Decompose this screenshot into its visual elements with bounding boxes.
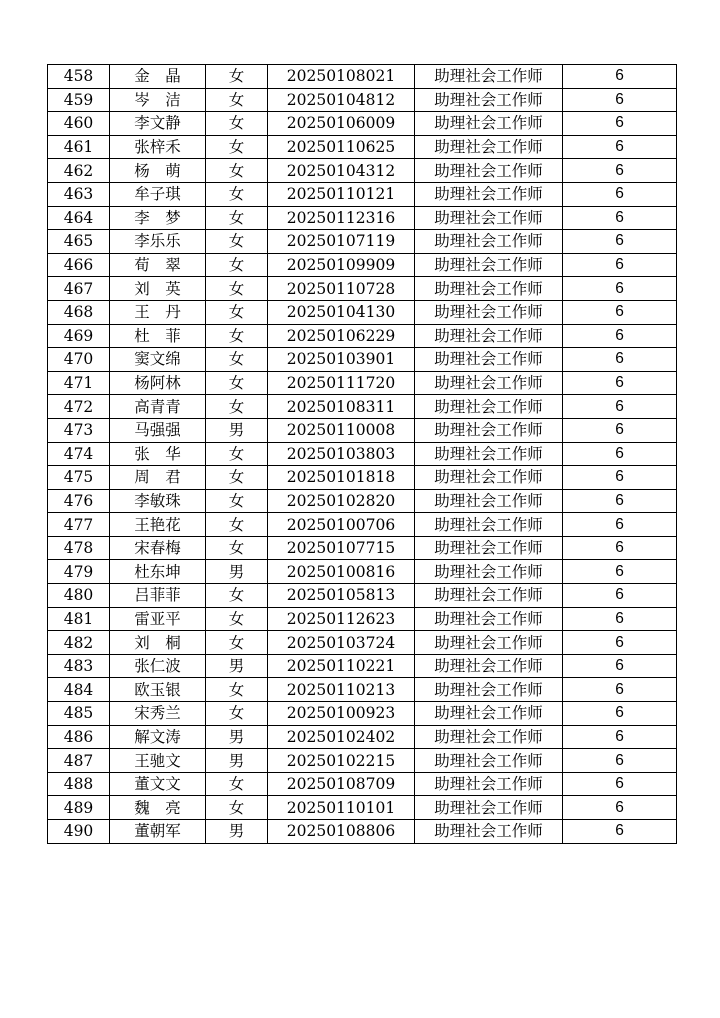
qualification-level-cell: 助理社会工作师 bbox=[415, 135, 563, 159]
exam-id-cell: 20250103724 bbox=[268, 631, 415, 655]
table-row bbox=[48, 300, 677, 324]
qualification-level-cell: 助理社会工作师 bbox=[415, 654, 563, 678]
qualification-level-cell: 助理社会工作师 bbox=[415, 112, 563, 136]
qualification-level-cell: 助理社会工作师 bbox=[415, 536, 563, 560]
row-number-cell: 458 bbox=[48, 65, 110, 89]
gender-cell: 女 bbox=[206, 702, 268, 726]
qualification-level-cell: 助理社会工作师 bbox=[415, 371, 563, 395]
gender-cell: 女 bbox=[206, 65, 268, 89]
qualification-level-cell: 助理社会工作师 bbox=[415, 560, 563, 584]
gender-cell: 女 bbox=[206, 159, 268, 183]
row-number-cell: 482 bbox=[48, 631, 110, 655]
gender-cell: 男 bbox=[206, 749, 268, 773]
row-number-cell: 480 bbox=[48, 584, 110, 608]
gender-cell: 女 bbox=[206, 607, 268, 631]
row-number-cell: 474 bbox=[48, 442, 110, 466]
qualification-level-cell: 助理社会工作师 bbox=[415, 442, 563, 466]
gender-cell: 男 bbox=[206, 560, 268, 584]
name-cell: 张 华 bbox=[110, 442, 206, 466]
exam-id-cell: 20250104312 bbox=[268, 159, 415, 183]
exam-id-cell: 20250109909 bbox=[268, 253, 415, 277]
table-row bbox=[48, 395, 677, 419]
row-number-cell: 473 bbox=[48, 418, 110, 442]
exam-id-cell: 20250103901 bbox=[268, 348, 415, 372]
gender-cell: 女 bbox=[206, 230, 268, 254]
name-cell: 牟子琪 bbox=[110, 182, 206, 206]
row-number-cell: 481 bbox=[48, 607, 110, 631]
row-number-cell: 460 bbox=[48, 112, 110, 136]
table-row bbox=[48, 135, 677, 159]
row-number-cell: 464 bbox=[48, 206, 110, 230]
qualification-level-cell: 助理社会工作师 bbox=[415, 749, 563, 773]
score-cell: 6 bbox=[563, 88, 677, 112]
score-cell: 6 bbox=[563, 135, 677, 159]
table-row bbox=[48, 371, 677, 395]
name-cell: 吕菲菲 bbox=[110, 584, 206, 608]
row-number-cell: 488 bbox=[48, 772, 110, 796]
row-number-cell: 475 bbox=[48, 466, 110, 490]
score-cell: 6 bbox=[563, 300, 677, 324]
gender-cell: 女 bbox=[206, 88, 268, 112]
score-cell: 6 bbox=[563, 536, 677, 560]
row-number-cell: 485 bbox=[48, 702, 110, 726]
score-cell: 6 bbox=[563, 65, 677, 89]
score-cell: 6 bbox=[563, 395, 677, 419]
table-row bbox=[48, 206, 677, 230]
name-cell: 金 晶 bbox=[110, 65, 206, 89]
name-cell: 荀 翠 bbox=[110, 253, 206, 277]
table-row bbox=[48, 772, 677, 796]
gender-cell: 女 bbox=[206, 135, 268, 159]
table-row bbox=[48, 560, 677, 584]
exam-id-cell: 20250100816 bbox=[268, 560, 415, 584]
name-cell: 李乐乐 bbox=[110, 230, 206, 254]
gender-cell: 女 bbox=[206, 772, 268, 796]
name-cell: 刘 英 bbox=[110, 277, 206, 301]
row-number-cell: 472 bbox=[48, 395, 110, 419]
score-cell: 6 bbox=[563, 277, 677, 301]
table-row bbox=[48, 607, 677, 631]
name-cell: 杨阿林 bbox=[110, 371, 206, 395]
row-number-cell: 489 bbox=[48, 796, 110, 820]
table-row bbox=[48, 820, 677, 844]
table-row bbox=[48, 513, 677, 537]
row-number-cell: 467 bbox=[48, 277, 110, 301]
name-cell: 张仁波 bbox=[110, 654, 206, 678]
qualification-level-cell: 助理社会工作师 bbox=[415, 466, 563, 490]
table-row bbox=[48, 702, 677, 726]
name-cell: 董朝军 bbox=[110, 820, 206, 844]
qualification-level-cell: 助理社会工作师 bbox=[415, 395, 563, 419]
exam-id-cell: 20250110101 bbox=[268, 796, 415, 820]
table-row bbox=[48, 88, 677, 112]
name-cell: 李 梦 bbox=[110, 206, 206, 230]
table-row bbox=[48, 182, 677, 206]
gender-cell: 女 bbox=[206, 489, 268, 513]
gender-cell: 女 bbox=[206, 395, 268, 419]
row-number-cell: 479 bbox=[48, 560, 110, 584]
score-cell: 6 bbox=[563, 820, 677, 844]
qualification-level-cell: 助理社会工作师 bbox=[415, 88, 563, 112]
exam-id-cell: 20250110213 bbox=[268, 678, 415, 702]
score-cell: 6 bbox=[563, 324, 677, 348]
exam-id-cell: 20250103803 bbox=[268, 442, 415, 466]
table-row bbox=[48, 725, 677, 749]
row-number-cell: 476 bbox=[48, 489, 110, 513]
exam-id-cell: 20250106229 bbox=[268, 324, 415, 348]
gender-cell: 女 bbox=[206, 277, 268, 301]
table-row bbox=[48, 324, 677, 348]
qualification-level-cell: 助理社会工作师 bbox=[415, 796, 563, 820]
row-number-cell: 463 bbox=[48, 182, 110, 206]
table-row bbox=[48, 159, 677, 183]
row-number-cell: 468 bbox=[48, 300, 110, 324]
qualification-level-cell: 助理社会工作师 bbox=[415, 820, 563, 844]
name-cell: 高青青 bbox=[110, 395, 206, 419]
table-row bbox=[48, 112, 677, 136]
qualification-level-cell: 助理社会工作师 bbox=[415, 702, 563, 726]
qualification-level-cell: 助理社会工作师 bbox=[415, 772, 563, 796]
gender-cell: 女 bbox=[206, 348, 268, 372]
gender-cell: 男 bbox=[206, 820, 268, 844]
qualification-level-cell: 助理社会工作师 bbox=[415, 324, 563, 348]
table-row bbox=[48, 65, 677, 89]
name-cell: 解文涛 bbox=[110, 725, 206, 749]
exam-id-cell: 20250102215 bbox=[268, 749, 415, 773]
gender-cell: 女 bbox=[206, 796, 268, 820]
name-cell: 杜 菲 bbox=[110, 324, 206, 348]
row-number-cell: 483 bbox=[48, 654, 110, 678]
name-cell: 李敏珠 bbox=[110, 489, 206, 513]
row-number-cell: 487 bbox=[48, 749, 110, 773]
table-row bbox=[48, 678, 677, 702]
score-cell: 6 bbox=[563, 253, 677, 277]
row-number-cell: 466 bbox=[48, 253, 110, 277]
results-table-body bbox=[48, 65, 677, 844]
qualification-level-cell: 助理社会工作师 bbox=[415, 631, 563, 655]
name-cell: 杨 萌 bbox=[110, 159, 206, 183]
exam-id-cell: 20250110221 bbox=[268, 654, 415, 678]
exam-id-cell: 20250104812 bbox=[268, 88, 415, 112]
table-row bbox=[48, 631, 677, 655]
score-cell: 6 bbox=[563, 513, 677, 537]
gender-cell: 女 bbox=[206, 678, 268, 702]
exam-id-cell: 20250107715 bbox=[268, 536, 415, 560]
name-cell: 李文静 bbox=[110, 112, 206, 136]
exam-id-cell: 20250108806 bbox=[268, 820, 415, 844]
exam-id-cell: 20250107119 bbox=[268, 230, 415, 254]
row-number-cell: 462 bbox=[48, 159, 110, 183]
name-cell: 雷亚平 bbox=[110, 607, 206, 631]
name-cell: 马强强 bbox=[110, 418, 206, 442]
qualification-level-cell: 助理社会工作师 bbox=[415, 607, 563, 631]
qualification-level-cell: 助理社会工作师 bbox=[415, 678, 563, 702]
gender-cell: 女 bbox=[206, 371, 268, 395]
name-cell: 魏 亮 bbox=[110, 796, 206, 820]
gender-cell: 女 bbox=[206, 112, 268, 136]
score-cell: 6 bbox=[563, 631, 677, 655]
qualification-level-cell: 助理社会工作师 bbox=[415, 65, 563, 89]
score-cell: 6 bbox=[563, 348, 677, 372]
score-cell: 6 bbox=[563, 159, 677, 183]
name-cell: 刘 桐 bbox=[110, 631, 206, 655]
qualification-level-cell: 助理社会工作师 bbox=[415, 253, 563, 277]
score-cell: 6 bbox=[563, 796, 677, 820]
gender-cell: 男 bbox=[206, 654, 268, 678]
score-cell: 6 bbox=[563, 725, 677, 749]
qualification-level-cell: 助理社会工作师 bbox=[415, 182, 563, 206]
score-cell: 6 bbox=[563, 442, 677, 466]
exam-id-cell: 20250104130 bbox=[268, 300, 415, 324]
name-cell: 窦文绵 bbox=[110, 348, 206, 372]
table-row bbox=[48, 584, 677, 608]
qualification-level-cell: 助理社会工作师 bbox=[415, 206, 563, 230]
exam-id-cell: 20250110625 bbox=[268, 135, 415, 159]
score-cell: 6 bbox=[563, 749, 677, 773]
name-cell: 宋春梅 bbox=[110, 536, 206, 560]
results-table bbox=[47, 64, 677, 844]
gender-cell: 女 bbox=[206, 536, 268, 560]
row-number-cell: 461 bbox=[48, 135, 110, 159]
gender-cell: 男 bbox=[206, 418, 268, 442]
score-cell: 6 bbox=[563, 418, 677, 442]
exam-id-cell: 20250108021 bbox=[268, 65, 415, 89]
name-cell: 董文文 bbox=[110, 772, 206, 796]
exam-id-cell: 20250105813 bbox=[268, 584, 415, 608]
gender-cell: 女 bbox=[206, 513, 268, 537]
exam-id-cell: 20250108709 bbox=[268, 772, 415, 796]
qualification-level-cell: 助理社会工作师 bbox=[415, 277, 563, 301]
qualification-level-cell: 助理社会工作师 bbox=[415, 489, 563, 513]
table-row bbox=[48, 654, 677, 678]
gender-cell: 女 bbox=[206, 324, 268, 348]
score-cell: 6 bbox=[563, 489, 677, 513]
exam-id-cell: 20250100706 bbox=[268, 513, 415, 537]
row-number-cell: 459 bbox=[48, 88, 110, 112]
qualification-level-cell: 助理社会工作师 bbox=[415, 513, 563, 537]
row-number-cell: 490 bbox=[48, 820, 110, 844]
name-cell: 王 丹 bbox=[110, 300, 206, 324]
row-number-cell: 471 bbox=[48, 371, 110, 395]
gender-cell: 女 bbox=[206, 442, 268, 466]
name-cell: 杜东坤 bbox=[110, 560, 206, 584]
qualification-level-cell: 助理社会工作师 bbox=[415, 418, 563, 442]
qualification-level-cell: 助理社会工作师 bbox=[415, 584, 563, 608]
table-row bbox=[48, 796, 677, 820]
name-cell: 周 君 bbox=[110, 466, 206, 490]
table-row bbox=[48, 489, 677, 513]
name-cell: 王驰文 bbox=[110, 749, 206, 773]
gender-cell: 男 bbox=[206, 725, 268, 749]
score-cell: 6 bbox=[563, 654, 677, 678]
row-number-cell: 465 bbox=[48, 230, 110, 254]
row-number-cell: 469 bbox=[48, 324, 110, 348]
score-cell: 6 bbox=[563, 584, 677, 608]
score-cell: 6 bbox=[563, 702, 677, 726]
qualification-level-cell: 助理社会工作师 bbox=[415, 159, 563, 183]
table-row bbox=[48, 277, 677, 301]
gender-cell: 女 bbox=[206, 631, 268, 655]
name-cell: 张梓禾 bbox=[110, 135, 206, 159]
exam-id-cell: 20250108311 bbox=[268, 395, 415, 419]
name-cell: 欧玉银 bbox=[110, 678, 206, 702]
name-cell: 王艳花 bbox=[110, 513, 206, 537]
score-cell: 6 bbox=[563, 772, 677, 796]
row-number-cell: 478 bbox=[48, 536, 110, 560]
score-cell: 6 bbox=[563, 607, 677, 631]
score-cell: 6 bbox=[563, 560, 677, 584]
name-cell: 岑 洁 bbox=[110, 88, 206, 112]
table-row bbox=[48, 418, 677, 442]
table-row bbox=[48, 536, 677, 560]
score-cell: 6 bbox=[563, 206, 677, 230]
exam-id-cell: 20250110728 bbox=[268, 277, 415, 301]
qualification-level-cell: 助理社会工作师 bbox=[415, 300, 563, 324]
gender-cell: 女 bbox=[206, 300, 268, 324]
gender-cell: 女 bbox=[206, 466, 268, 490]
gender-cell: 女 bbox=[206, 584, 268, 608]
row-number-cell: 477 bbox=[48, 513, 110, 537]
score-cell: 6 bbox=[563, 182, 677, 206]
score-cell: 6 bbox=[563, 678, 677, 702]
qualification-level-cell: 助理社会工作师 bbox=[415, 230, 563, 254]
table-row bbox=[48, 230, 677, 254]
exam-id-cell: 20250100923 bbox=[268, 702, 415, 726]
score-cell: 6 bbox=[563, 112, 677, 136]
exam-id-cell: 20250112623 bbox=[268, 607, 415, 631]
row-number-cell: 484 bbox=[48, 678, 110, 702]
exam-id-cell: 20250102820 bbox=[268, 489, 415, 513]
gender-cell: 女 bbox=[206, 253, 268, 277]
score-cell: 6 bbox=[563, 466, 677, 490]
row-number-cell: 486 bbox=[48, 725, 110, 749]
exam-id-cell: 20250110121 bbox=[268, 182, 415, 206]
table-row bbox=[48, 253, 677, 277]
exam-id-cell: 20250111720 bbox=[268, 371, 415, 395]
qualification-level-cell: 助理社会工作师 bbox=[415, 725, 563, 749]
exam-id-cell: 20250101818 bbox=[268, 466, 415, 490]
exam-id-cell: 20250106009 bbox=[268, 112, 415, 136]
row-number-cell: 470 bbox=[48, 348, 110, 372]
table-row bbox=[48, 466, 677, 490]
gender-cell: 女 bbox=[206, 206, 268, 230]
qualification-level-cell: 助理社会工作师 bbox=[415, 348, 563, 372]
name-cell: 宋秀兰 bbox=[110, 702, 206, 726]
score-cell: 6 bbox=[563, 230, 677, 254]
score-cell: 6 bbox=[563, 371, 677, 395]
exam-id-cell: 20250112316 bbox=[268, 206, 415, 230]
gender-cell: 女 bbox=[206, 182, 268, 206]
exam-id-cell: 20250102402 bbox=[268, 725, 415, 749]
table-row bbox=[48, 348, 677, 372]
table-row bbox=[48, 749, 677, 773]
exam-id-cell: 20250110008 bbox=[268, 418, 415, 442]
table-row bbox=[48, 442, 677, 466]
